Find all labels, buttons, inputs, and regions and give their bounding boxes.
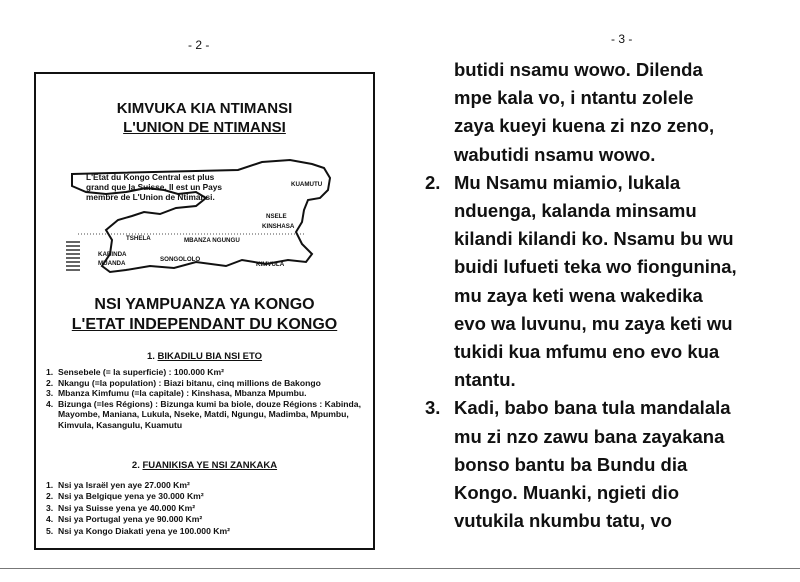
- section2-heading: [36, 460, 373, 471]
- page-number-right: - 3 -: [611, 32, 633, 46]
- list-item: 5. Nsi ya Kongo Diakati yena ye 100.000 Km²: [46, 525, 230, 536]
- section1-title: BIKADILU BIA NSI ETO: [157, 351, 263, 362]
- coast-hatch: [66, 242, 80, 270]
- line-text: bonso bantu ba Bundu dia: [454, 453, 688, 475]
- line-text: butidi nsamu wowo. Dilenda: [454, 59, 703, 80]
- map-label-songololo: SONGOLOLO: [160, 256, 201, 263]
- line-text: wabutidi nsamu wowo.: [454, 143, 656, 165]
- text-line: [425, 84, 785, 112]
- right-page-text: [425, 56, 785, 535]
- map-label-nsele: NSELE: [266, 213, 287, 220]
- line-text: zaya kueyi kuena zi nzo zeno,: [454, 115, 715, 137]
- list-item: 3. Nsi ya Suisse yena ye 40.000 Km²: [46, 502, 196, 513]
- map-label-kinshasa: KINSHASA: [262, 223, 295, 230]
- map-caption-3: membre de L'Union de Ntimansi.: [86, 192, 215, 202]
- text-line: [425, 366, 785, 394]
- text-line: [425, 56, 785, 84]
- map-caption-1: L'Etat du Kongo Central est plus: [86, 172, 215, 182]
- kongo-central-map: [66, 158, 346, 280]
- line-text: buidi lufueti teka wo fiongunina,: [454, 256, 737, 278]
- line-text: ntantu.: [454, 369, 516, 391]
- list-item: 2. Nkangu (=la population) : Biazi bitanu, cinq millions de Bakongo: [46, 377, 321, 388]
- text-line: [425, 423, 785, 451]
- list-item: 2. Nsi ya Belgique yena ye 30.000 Km²: [46, 491, 204, 502]
- list-item: 1. Nsi ya Israël yen aye 27.000 Km²: [46, 480, 190, 490]
- text-line: [425, 338, 785, 366]
- line-text: Mu Nsamu miamio, lukala: [454, 171, 681, 193]
- section2-list: [46, 480, 365, 537]
- list-item: 3. Mbanza Kimfumu (=la capitale) : Kinshasa, Mbanza Mpumbu.: [46, 388, 307, 399]
- title-union-fr: L'UNION DE NTIMANSI: [123, 119, 286, 136]
- line-text: Kadi, babo bana tula mandalala: [454, 397, 731, 419]
- map-label-kimvula: KIMVULA: [256, 261, 285, 268]
- line-text: mpe kala vo, i ntantu zolele: [454, 87, 694, 109]
- line-text: tukidi kua mfumu eno evo kua: [454, 341, 720, 363]
- line-text: kilandi kilandi ko. Nsamu bu wu: [454, 228, 734, 250]
- text-line: [425, 112, 785, 140]
- text-line: [425, 507, 785, 535]
- title-union: KIMVUKA KIA NTIMANSI: [116, 100, 293, 117]
- text-line: [425, 197, 785, 225]
- section1-heading: [36, 351, 373, 362]
- list-item: 1. Sensebele (= la superficie) : 100.000 Km²: [46, 367, 224, 377]
- line-text: Kongo. Muanki, ngieti dio: [454, 482, 680, 504]
- line-text: nduenga, kalanda minsamu: [454, 200, 697, 222]
- left-page-box: [34, 72, 375, 550]
- page-number-left: - 2 -: [188, 38, 210, 52]
- text-line: [425, 310, 785, 338]
- list-item: 4. Nsi ya Portugal yena ye 90.000 Km²: [46, 514, 203, 525]
- map-label-tshela: TSHELA: [126, 235, 151, 242]
- text-line: [425, 141, 785, 169]
- map-label-kuamutu: KUAMUTU: [291, 181, 323, 188]
- line-text: vutukila nkumbu tatu, vo: [454, 510, 672, 532]
- text-line: [425, 394, 785, 422]
- text-line: [425, 169, 785, 197]
- section1-number: 1.: [146, 351, 155, 362]
- map-label-mbanza-ngungu: MBANZA NGUNGU: [184, 237, 240, 244]
- section1-list: [46, 367, 365, 431]
- section2-title: FUANIKISA YE NSI ZANKAKA: [142, 460, 278, 471]
- item-number: 2.: [425, 171, 441, 193]
- title-state: NSI YAMPUANZA YA KONGO: [94, 296, 315, 313]
- title-state-fr: L'ETAT INDEPENDANT DU KONGO: [71, 316, 338, 333]
- text-line: [425, 282, 785, 310]
- map-label-muanda: MUANDA: [98, 260, 126, 267]
- text-line: [425, 253, 785, 281]
- text-line: [425, 451, 785, 479]
- text-line: [425, 479, 785, 507]
- section2-number: 2.: [131, 460, 140, 471]
- line-text: mu zaya keti wena wakedika: [454, 284, 703, 306]
- bottom-rule: [0, 568, 800, 569]
- text-line: [425, 225, 785, 253]
- list-item: 4. Bizunga (=les Régions) : Bizunga kumi ba biole, douze Régions : Kabinda, Mayombe, Maniana, Lukula, Nseke, Matdi, Ngungu, Madimba, Mpumbu, Kimvula, Kasangulu, Kuamutu: [46, 398, 361, 430]
- map-caption-2: grand que la Suisse. Il est un Pays: [86, 182, 223, 192]
- map-label-kabinda: KABINDA: [98, 251, 127, 258]
- line-text: evo wa luvunu, mu zaya keti wu: [454, 312, 733, 334]
- line-text: mu zi nzo zawu bana zayakana: [454, 425, 725, 447]
- item-number: 3.: [425, 397, 441, 419]
